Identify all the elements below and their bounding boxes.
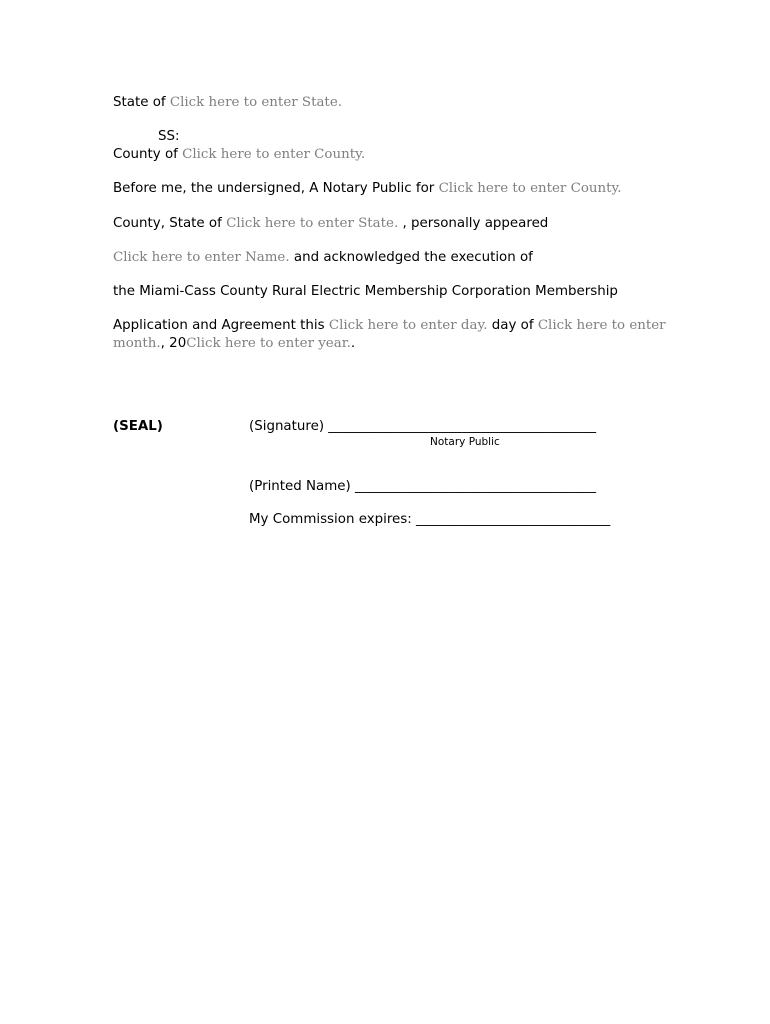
notary-public-caption: Notary Public <box>430 436 500 448</box>
agreement-text: Application and Agreement this <box>113 318 325 333</box>
appeared-state-placeholder-field[interactable]: Click here to enter State. <box>226 216 399 231</box>
month-placeholder-field-part2[interactable]: month. <box>113 336 161 351</box>
year-placeholder-field[interactable]: Click here to enter year. <box>186 336 351 351</box>
notary-county-placeholder-field[interactable]: Click here to enter County. <box>438 181 622 196</box>
agreement-date-line <box>113 317 666 334</box>
printed-name-line: (Printed Name) ____________________________________ <box>249 479 597 494</box>
county-line <box>113 146 365 163</box>
state-appeared-line <box>113 215 548 232</box>
month-placeholder-field-part1[interactable]: Click here to enter <box>537 318 666 333</box>
name-placeholder-field[interactable]: Click here to enter Name. <box>113 250 290 265</box>
state-label: State of <box>113 95 166 110</box>
ss-label: SS: <box>158 129 180 144</box>
personally-appeared-text: , personally appeared <box>402 216 549 231</box>
day-placeholder-field[interactable]: Click here to enter day. <box>328 318 488 333</box>
year-suffix-text: . <box>350 336 356 351</box>
state-placeholder-field[interactable]: Click here to enter State. <box>169 95 342 110</box>
signature-line: (Signature) ________________________________________ <box>249 419 597 434</box>
day-of-text: day of <box>491 318 534 333</box>
year-prefix-text: , 20 <box>160 336 187 351</box>
acknowledged-text: and acknowledged the execution of <box>293 250 533 265</box>
year-line <box>113 335 355 352</box>
name-acknowledged-line <box>113 249 533 266</box>
county-placeholder-field[interactable]: Click here to enter County. <box>182 147 366 162</box>
notary-for-line <box>113 180 622 197</box>
state-line <box>113 94 342 111</box>
corporation-line: the Miami-Cass County Rural Electric Membership Corporation Membership <box>113 284 618 299</box>
commission-expires-line: My Commission expires: _____________________________ <box>249 512 611 527</box>
county-state-text: County, State of <box>113 216 222 231</box>
county-label: County of <box>113 147 178 162</box>
notary-for-text: Before me, the undersigned, A Notary Public for <box>113 181 435 196</box>
seal-label: (SEAL) <box>113 419 163 434</box>
